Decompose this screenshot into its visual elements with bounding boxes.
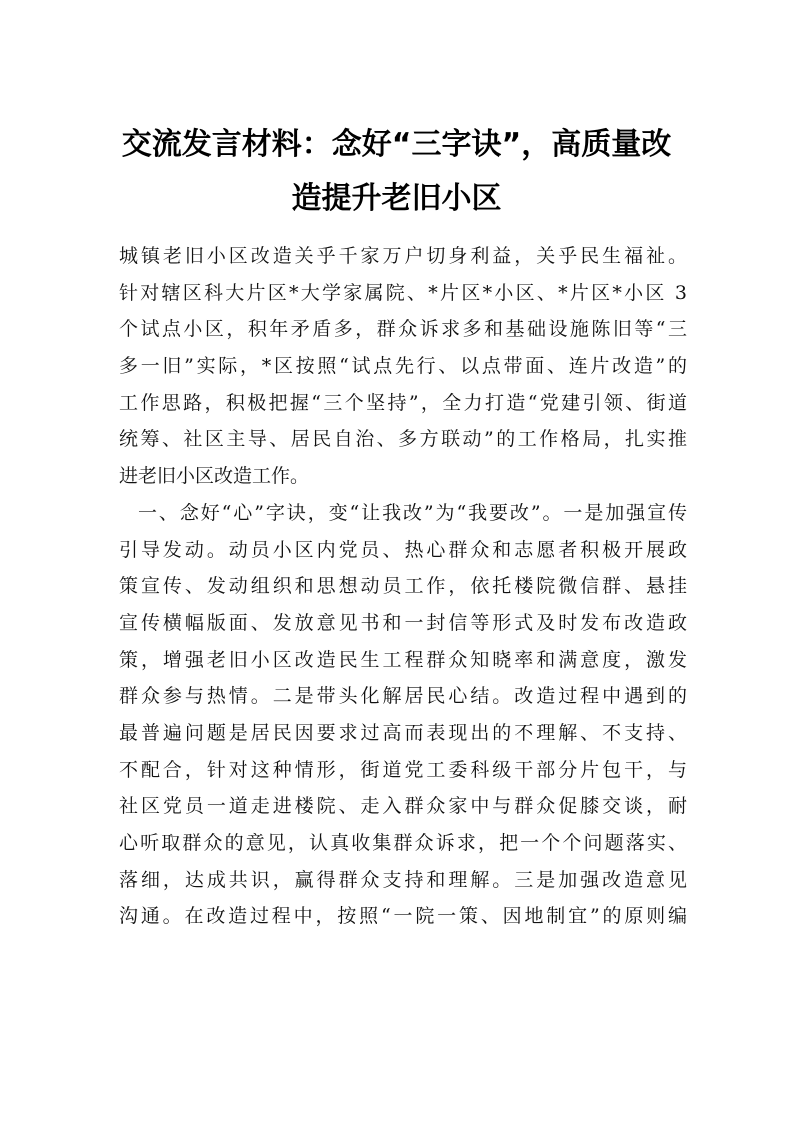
body-line: 多一旧”实际，*区按照“试点先行、以点带面、连片改造”的 [119, 355, 687, 378]
body-line: 社区党员一道走进楼院、走入群众家中与群众促膝交谈，耐 [119, 795, 687, 818]
body-line: 群众参与热情。二是带头化解居民心结。改造过程中遇到的 [119, 685, 687, 708]
body-line: 工作思路，积极把握“三个坚持”，全力打造“党建引领、街道 [119, 391, 687, 414]
body-line: 不配合，针对这种情形，街道党工委科级干部分片包干，与 [119, 758, 687, 781]
body-line: 最普遍问题是居民因要求过高而表现出的不理解、不支持、 [119, 721, 687, 744]
body-line: 统筹、社区主导、居民自治、多方联动”的工作格局，扎实推 [119, 428, 687, 451]
body-line: 落细，达成共识，赢得群众支持和理解。三是加强改造意见 [119, 868, 687, 891]
body-line: 宣传横幅版面、发放意见书和一封信等形式及时发布改造政 [119, 611, 687, 634]
body-line: 针对辖区科大片区*大学家属院、*片区*小区、*片区*小区 3 [119, 281, 687, 304]
body-line: 引导发动。动员小区内党员、热心群众和志愿者积极开展政 [119, 538, 687, 561]
document-title [60, 118, 733, 226]
document-body [119, 238, 687, 935]
body-line: 进老旧小区改造工作。 [119, 465, 310, 488]
body-line: 策宣传、发动组织和思想动员工作，依托楼院微信群、悬挂 [119, 575, 687, 598]
body-line: 心听取群众的意见，认真收集群众诉求，把一个个问题落实、 [119, 832, 687, 854]
title-line-1: 交流发言材料：念好“三字诀”，高质量改 [121, 127, 672, 162]
body-line: 城镇老旧小区改造关乎千家万户切身利益，关乎民生福祉。 [119, 245, 687, 267]
body-line: 个试点小区，积年矛盾多，群众诉求多和基础设施陈旧等“三 [119, 318, 687, 341]
title-line-2: 造提升老旧小区 [291, 181, 502, 216]
body-line: 一、念好“心”字诀，变“让我改”为“我要改”。一是加强宣传 [138, 501, 687, 524]
body-line: 沟通。在改造过程中，按照“一院一策、因地制宜”的原则编 [119, 905, 687, 928]
body-line: 策，增强老旧小区改造民生工程群众知晓率和满意度，激发 [119, 648, 687, 671]
